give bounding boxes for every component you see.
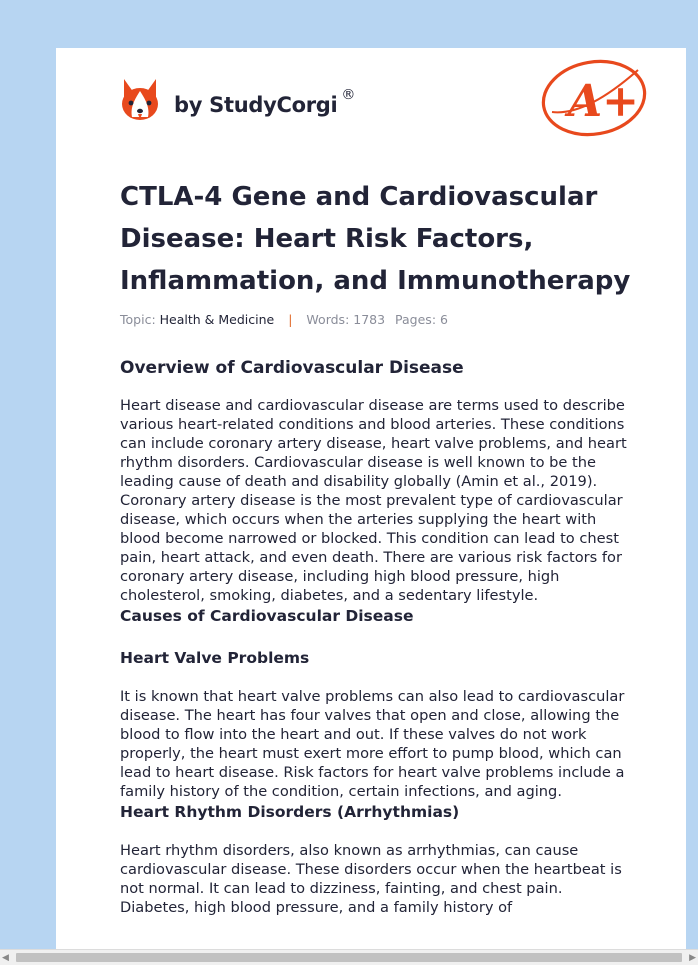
- meta-separator: |: [288, 312, 293, 327]
- document-page: [56, 48, 686, 952]
- overview-paragraph: Heart disease and cardiovascular disease are terms used to describe various heart-related conditions and blood arteries. These conditions can include coronary artery disease, heart valve problems, and heart rhythm disorders. Cardiovascular disease is well known to be the leading cause of death and disability globally (Amin et al., 2019). Coronary artery disease is the most prevalent type of cardiovascular disease, which occurs when the arteries supplying the heart with blood become narrowed or blocked. This condition can lead to chest pain, heart attack, and even death. There are various risk factors for coronary artery disease, including high blood pressure, high cholesterol, smoking, diabetes, and a sedentary lifestyle.: [120, 397, 627, 604]
- topic-label: Topic:: [120, 312, 156, 327]
- document-content: [120, 354, 636, 917]
- rhythm-heading: Heart Rhythm Disorders (Arrhythmias): [120, 803, 460, 821]
- page-count: Pages: 6: [395, 312, 448, 327]
- overview-heading: Overview of Cardiovascular Disease: [120, 358, 464, 378]
- a-plus-grade-icon: [538, 58, 650, 146]
- word-count: Words: 1783: [306, 312, 386, 327]
- page-title: CTLA-4 Gene and Cardiovascular Disease: Heart Risk Factors, Inflammation, and Immunotherapy: [120, 182, 631, 296]
- scroll-right-icon[interactable]: ▶: [689, 953, 696, 963]
- topic-link[interactable]: Health & Medicine: [159, 312, 275, 327]
- brand-name-text: by StudyCorgi: [174, 93, 338, 117]
- scroll-left-icon[interactable]: ◀: [2, 953, 9, 963]
- brand-logo[interactable]: [120, 76, 355, 124]
- scrollbar-thumb[interactable]: [16, 953, 682, 962]
- valve-paragraph: It is known that heart valve problems can also lead to cardiovascular disease. The heart has four valves that open and close, allowing the blood to flow into the heart and out. If these valves do not work properly, the heart must exert more effort to pump blood, which can lead to heart disease. Risk factors for heart valve problems include a family history of the condition, certain infections, and aging.: [120, 688, 625, 800]
- rhythm-paragraph: Heart rhythm disorders, also known as arrhythmias, can cause cardiovascular disease. These disorders occur when the heartbeat is not normal. It can lead to dizziness, fainting, and chest pain. Diabetes, high blood pressure, and a family history of: [120, 842, 622, 916]
- document-meta: [120, 312, 448, 327]
- registered-mark: ®: [341, 87, 356, 103]
- corgi-logo-icon: [120, 77, 160, 123]
- causes-heading: Causes of Cardiovascular Disease: [120, 607, 414, 625]
- grade-text: A+: [568, 76, 640, 127]
- valve-heading: Heart Valve Problems: [120, 649, 310, 667]
- horizontal-scrollbar[interactable]: [0, 949, 698, 965]
- brand-name: [174, 87, 356, 117]
